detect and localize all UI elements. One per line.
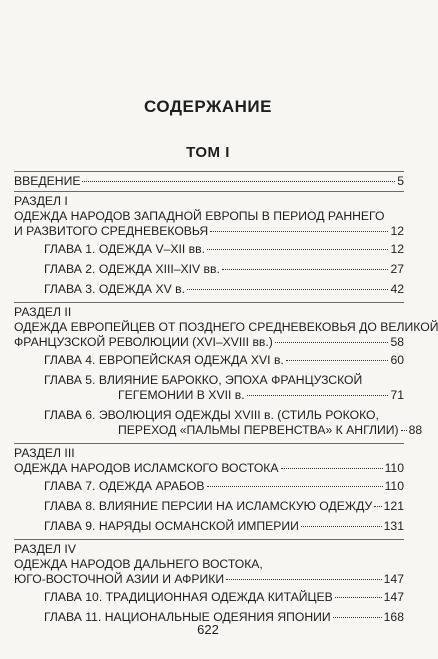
entry-page-number: 42 — [390, 282, 404, 296]
dot-leader — [286, 360, 389, 361]
section-title: ОДЕЖДА НАРОДОВ ДАЛЬНЕГО ВОСТОКА, — [14, 557, 263, 571]
chapter-entry — [44, 262, 404, 277]
dot-leader — [82, 181, 395, 182]
section-title — [14, 335, 404, 350]
divider — [14, 171, 404, 172]
dot-leader — [226, 579, 381, 580]
entry-page-number: 12 — [390, 242, 404, 256]
entry-page-number: 12 — [390, 224, 404, 238]
section-title: ОДЕЖДА НАРОДОВ ЗАПАДНОЙ ЕВРОПЫ В ПЕРИОД РАННЕГО — [14, 209, 385, 223]
dot-leader — [275, 342, 389, 343]
entry-title: ПЕРЕХОД «ПАЛЬМЫ ПЕРВЕНСТВА» К АНГЛИИ) — [118, 423, 399, 437]
chapter-entry — [44, 499, 404, 514]
dot-leader — [335, 597, 382, 598]
section-label: РАЗДЕЛ II — [14, 305, 72, 319]
entry-page-number: 147 — [383, 590, 404, 604]
dot-leader — [247, 395, 389, 396]
entry-title: ГЛАВА 4. ЕВРОПЕЙСКАЯ ОДЕЖДА XVI в. — [44, 353, 284, 367]
chapter-entry — [118, 423, 423, 438]
chapter-entry — [118, 388, 404, 403]
entry-page-number: 58 — [390, 335, 404, 349]
entry-page-number: 5 — [397, 174, 404, 188]
divider — [14, 191, 404, 192]
chapter-entry — [44, 353, 404, 368]
dot-leader — [222, 269, 389, 270]
entry-title: ГЛАВА 1. ОДЕЖДА V–XII вв. — [44, 242, 205, 256]
section-label: РАЗДЕЛ IV — [14, 542, 76, 556]
entry-title: ГЛАВА 8. ВЛИЯНИЕ ПЕРСИИ НА ИСЛАМСКУЮ ОДЕЖДУ — [44, 499, 373, 513]
dot-leader — [207, 486, 383, 487]
entry-page-number: 147 — [383, 572, 404, 586]
dot-leader — [401, 430, 407, 431]
entry-title: ГЛАВА 7. ОДЕЖДА АРАБОВ — [44, 479, 205, 493]
toc-entry-intro — [14, 174, 404, 189]
divider — [14, 539, 404, 540]
page-title: СОДЕРЖАНИЕ — [144, 97, 272, 116]
chapter-entry — [44, 519, 404, 534]
section-title — [14, 572, 404, 587]
chapter-entry — [44, 242, 404, 257]
dot-leader — [374, 506, 381, 507]
chapter-entry — [44, 590, 404, 605]
entry-page-number: 60 — [390, 353, 404, 367]
entry-title: ГЛАВА 3. ОДЕЖДА XV в. — [44, 282, 185, 296]
dot-leader — [281, 468, 383, 469]
section-title — [14, 224, 404, 239]
entry-title: ГЛАВА 9. НАРЯДЫ ОСМАНСКОЙ ИМПЕРИИ — [44, 519, 299, 533]
volume-title: ТОМ I — [186, 144, 230, 161]
entry-title: ГЛАВА 11. НАЦИОНАЛЬНЫЕ ОДЕЯНИЯ ЯПОНИИ — [44, 610, 331, 624]
entry-page-number: 110 — [384, 461, 404, 475]
entry-page-number: 121 — [383, 499, 404, 513]
bleed-through-text — [0, 0, 416, 90]
entry-page-number: 71 — [390, 388, 404, 402]
entry-page-number: 27 — [390, 262, 404, 276]
section-label: РАЗДЕЛ III — [14, 446, 75, 460]
entry-page-number: 88 — [408, 423, 423, 437]
entry-page-number: 110 — [384, 479, 404, 493]
entry-title: ВВЕДЕНИЕ — [14, 174, 81, 188]
dot-leader — [207, 249, 388, 250]
entry-page-number: 131 — [383, 519, 404, 533]
chapter-entry: ГЛАВА 6. ЭВОЛЮЦИЯ ОДЕЖДЫ XVIII в. (СТИЛЬ РОКОКО, — [44, 408, 379, 422]
entry-title: И РАЗВИТОГО СРЕДНЕВЕКОВЬЯ — [14, 224, 209, 238]
page-number: 622 — [197, 622, 219, 637]
section-label: РАЗДЕЛ I — [14, 194, 68, 208]
dot-leader — [333, 617, 382, 618]
entry-title: ЮГО-ВОСТОЧНОЙ АЗИИ И АФРИКИ — [14, 572, 225, 586]
entry-title: ГЛАВА 10. ТРАДИЦИОННАЯ ОДЕЖДА КИТАЙЦЕВ — [44, 590, 333, 604]
divider — [14, 302, 404, 303]
entry-title: ГЛАВА 2. ОДЕЖДА XIII–XIV вв. — [44, 262, 220, 276]
entry-title: ГЕГЕМОНИИ В XVII в. — [118, 388, 245, 402]
entry-title: ОДЕЖДА НАРОДОВ ИСЛАМСКОГО ВОСТОКА — [14, 461, 279, 475]
entry-page-number: 168 — [383, 610, 404, 624]
entry-title: ФРАНЦУЗСКОЙ РЕВОЛЮЦИИ (XVI–XVIII вв.) — [14, 335, 273, 349]
dot-leader — [301, 526, 382, 527]
chapter-entry: ГЛАВА 5. ВЛИЯНИЕ БАРОККО, ЭПОХА ФРАНЦУЗСКОЙ — [44, 373, 363, 387]
dot-leader — [210, 231, 388, 232]
divider — [14, 443, 404, 444]
dot-leader — [187, 289, 388, 290]
section-title: ОДЕЖДА ЕВРОПЕЙЦЕВ ОТ ПОЗДНЕГО СРЕДНЕВЕКОВЬЯ ДО ВЕЛИКОЙ — [14, 320, 438, 334]
section-title — [14, 461, 404, 476]
chapter-entry — [44, 479, 404, 494]
chapter-entry — [44, 282, 404, 297]
